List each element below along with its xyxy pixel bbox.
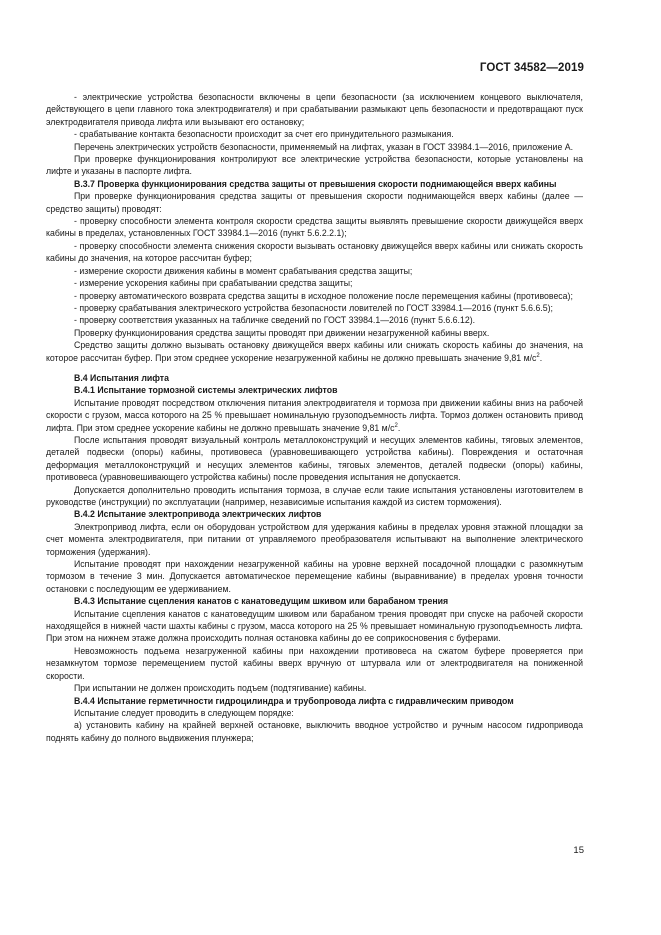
list-item: - проверку способности элемента снижения скорости вызывать остановку движущейся вверх кабины или снижать скорость кабины до значения, на которое рассчитан буфер; — [46, 240, 583, 264]
list-item: а) установить кабину на крайней верхней остановке, выключить вводное устройство и ручным насосом гидропривода поднять кабину до полного выдвижения плунжера; — [46, 720, 583, 743]
superscript: 2 — [536, 352, 540, 359]
paragraph: Допускается дополнительно проводить испытания тормоза, в случае если такие испытания установлены изготовителем в руководстве (инструкции) по эксплуатации (например, независимые испытания каждой из систем торможения). — [46, 484, 583, 507]
section-heading-b4: В.4 Испытания лифта — [74, 372, 169, 383]
standard-code-header: ГОСТ 34582—2019 — [479, 62, 584, 74]
spacer — [46, 364, 583, 372]
paragraph: После испытания проводят визуальный контроль металлоконструкций и несущих элементов кабины, тяговых элементов, деталей подвески (опоры) кабины, противовеса (уравновешивающего устройства кабины). Повреждения и остаточная деформация металлоконструкций и несущих элементов кабины, тяговых элементов, деталей подвески (опоры) кабины, противовеса (уравновешивающего устройства кабины) после проведения испытания не допускается. — [46, 434, 583, 483]
paragraph: Электропривод лифта, если он оборудован устройством для удержания кабины в пределах уровня этажной площадки за счет момента электродвигателя, при питании от управляемого преобразователя испытывают на выполнение электрического торможения (удержания). — [46, 521, 583, 557]
list-item: - проверку соответствия указанных на табличке сведений по ГОСТ 33984.1—2016 (пункт 5.6.6.12). — [74, 315, 476, 326]
list-item: - проверку способности элемента контроля скорости средства защиты выявлять превышение скорости движущейся вверх кабины в пределах, установленных ГОСТ 33984.1—2016 (пункт 5.6.2.2.1); — [46, 216, 583, 239]
paragraph: При испытании не должен происходить подъем (подтягивание) кабины. — [74, 683, 367, 694]
section-heading-b44: В.4.4 Испытание герметичности гидроцилиндра и трубопровода лифта с гидравлическим приводом — [74, 695, 514, 706]
paragraph-with-acceleration — [46, 397, 583, 434]
superscript: 2 — [394, 422, 398, 429]
paragraph: Невозможность подъема незагруженной кабины при нахождении противовеса на сжатом буфере проверяется при незамкнутом тормозе перемещением пустой кабины вверх вручную от штурвала или от электродвигателя на пониженной скорости. — [46, 645, 583, 681]
period: . — [397, 422, 401, 433]
list-item: - измерение ускорения кабины при срабатывании средства защиты; — [74, 278, 353, 289]
paragraph: Испытание следует проводить в следующем порядке: — [74, 707, 294, 718]
paragraph-text: Испытание проводят посредством отключения питания электродвигателя и тормоза при движении кабины вниз на рабочей скорости с грузом, масса которого на 25 % превышает номинальную грузоподъемность лифта. Тормоз должен остановить привод лифта. При этом среднее ускорение кабины не должно превышать значение 9,81 м/с — [46, 397, 583, 433]
paragraph: Испытание сцепления канатов с канатоведущим шкивом или барабаном трения проводят при спуске на рабочей скорости находящейся в нижней части шахты кабины с грузом, масса которого на 25 % превышает номинальную грузоподъемность лифта. При этом на нижнем этаже должна происходить полная остановка кабины до ее соприкосновения с буферами. — [46, 608, 583, 644]
list-item: - измерение скорости движения кабины в момент срабатывания средства защиты; — [74, 265, 413, 276]
paragraph: - срабатывание контакта безопасности происходит за счет его принудительного размыкания. — [74, 129, 454, 140]
page-number: 15 — [573, 845, 584, 856]
paragraph-with-acceleration — [46, 339, 583, 364]
paragraph: Перечень электрических устройств безопасности, применяемый на лифтах, указан в ГОСТ 33984.1—2016, приложение А. — [74, 141, 574, 152]
list-item: - проверку срабатывания электрического устройства безопасности ловителей по ГОСТ 33984.1—2016 (пункт 5.6.6.5); — [74, 302, 553, 313]
paragraph-text: Средство защиты должно вызывать остановку движущейся вверх кабины или снижать скорость кабины до значения, на которое рассчитан буфер. При этом среднее ускорение незагруженной кабины не должно превышать значение 9,81 м/с — [46, 340, 583, 363]
list-item: - проверку автоматического возврата средства защиты в исходное положение после перемещения кабины (противовеса); — [74, 290, 573, 301]
paragraph: При проверке функционирования средства защиты от превышения скорости поднимающейся вверх кабины (далее — средство защиты) проводят: — [46, 191, 583, 214]
document-body — [46, 91, 583, 744]
section-heading-b41: В.4.1 Испытание тормозной системы электрических лифтов — [74, 385, 338, 396]
section-heading-b42: В.4.2 Испытание электропривода электрических лифтов — [74, 509, 322, 520]
period: . — [539, 352, 543, 363]
paragraph: Испытание проводят при нахождении незагруженной кабины на уровне верхней посадочной площадки с разомкнутым тормозом в течение 3 мин. Допускается автоматическое перемещение кабины (выравнивание) в пределах уровня точности остановки с последующим ее удерживанием. — [46, 559, 583, 594]
paragraph: - электрические устройства безопасности включены в цепи безопасности (за исключением концевого выключателя, действующего в цепи главного тока электродвигателя) и при срабатывании размыкают цепь безопасности и предотвращают пуск электродвигателя привода лифта или вызывают его остановку; — [46, 92, 583, 127]
section-heading-b43: В.4.3 Испытание сцепления канатов с канатоведущим шкивом или барабаном трения — [74, 596, 449, 607]
paragraph: При проверке функционирования контролируют все электрические устройства безопасности, которые установлены на лифте и указаны в паспорте лифта. — [46, 154, 583, 177]
section-heading-b37: В.3.7 Проверка функционирования средства защиты от превышения скорости поднимающейся вверх кабины — [74, 178, 557, 189]
paragraph: Проверку функционирования средства защиты проводят при движении незагруженной кабины вверх. — [74, 327, 490, 338]
